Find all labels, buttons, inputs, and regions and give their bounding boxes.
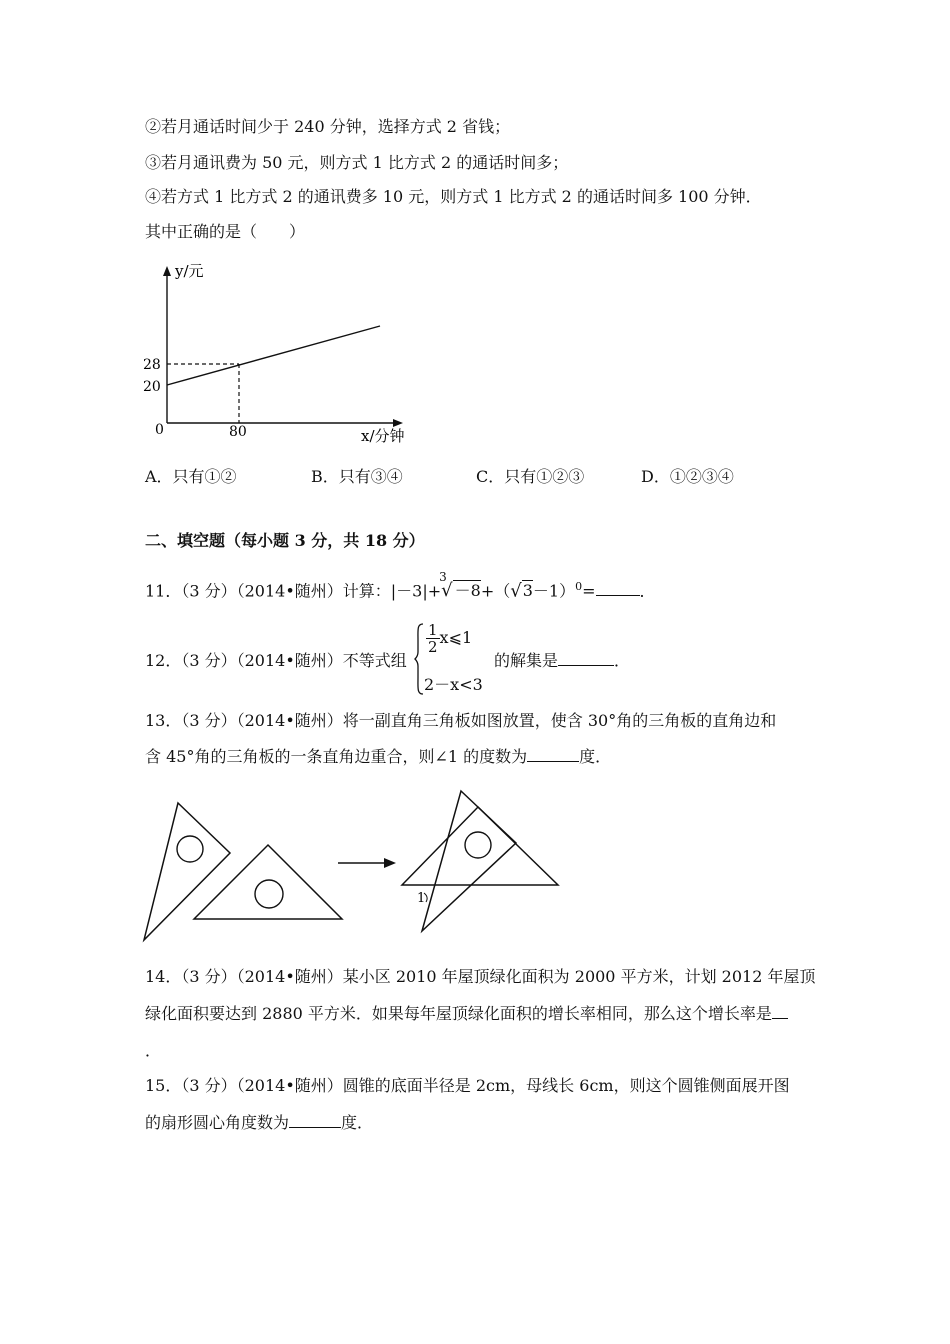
system-brace — [414, 622, 424, 696]
question-14-line-1: 14．（3 分）（2014•随州）某小区 2010 年屋顶绿化面积为 2000 平方米，计划 2012 年屋顶 — [145, 967, 816, 986]
inequality-2: 2－x<3 — [424, 675, 483, 694]
question-13-line-1: 13．（3 分）（2014•随州）将一副直角三角板如图放置，使含 30°角的三角板的直角边和 — [145, 711, 777, 730]
triangle-30-hole — [177, 836, 203, 862]
option-c: C．只有①②③ — [476, 467, 585, 486]
q11-cube-root-sign: √ — [441, 580, 453, 602]
x-tick-80: 80 — [229, 424, 247, 440]
question-14-line-3: ． — [145, 1041, 162, 1060]
option-d: D．①②③④ — [641, 467, 734, 486]
triangle-30-right-hole — [465, 832, 491, 858]
q13-line2-prefix: 含 45°角的三角板的一条直角边重合，则∠1 的度数为 — [145, 747, 528, 766]
q11-prefix: 11．（3 分）（2014•随州）计算：|－3|+ — [145, 581, 442, 601]
q11-equals: = — [582, 581, 596, 601]
statement-4: ④若方式 1 比方式 2 的通讯费多 10 元，则方式 1 比方式 2 的通话时间多 100 分钟． — [145, 187, 762, 206]
statement-3: ③若月通讯费为 50 元，则方式 1 比方式 2 的通话时间多； — [145, 153, 569, 172]
question-12-prefix: 12．（3 分）（2014•随州）不等式组 — [145, 651, 407, 670]
q11-radicand: －8 — [454, 581, 481, 601]
q11-sqrt-radicand: 3 — [522, 581, 533, 601]
triangle-figure — [140, 785, 570, 945]
origin-label: 0 — [155, 422, 164, 438]
triangle-45-right — [402, 807, 558, 885]
question-11 — [145, 570, 656, 602]
q11-sqrt-sign: √ — [510, 580, 522, 602]
q11-exponent: 0 — [575, 580, 583, 593]
q11-minus-one: －1） — [532, 581, 576, 601]
q11-end: ． — [639, 581, 656, 601]
option-b: B．只有③④ — [311, 467, 403, 486]
y-tick-20: 20 — [143, 379, 161, 395]
q12-answer-blank[interactable] — [558, 651, 614, 666]
question-prompt: 其中正确的是（ ） — [145, 222, 306, 241]
section-title: 二、填空题（每小题 3 分，共 18 分） — [145, 531, 425, 550]
q15-line2-prefix: 的扇形圆心角度数为 — [145, 1113, 290, 1132]
statement-2: ②若月通话时间少于 240 分钟，选择方式 2 省钱； — [145, 117, 511, 136]
inequality-1 — [426, 622, 472, 655]
option-a: A．只有①② — [145, 467, 237, 486]
q15-line2-suffix: 度． — [341, 1113, 374, 1132]
question-14-line-2 — [145, 1003, 788, 1025]
x-axis-arrow — [393, 419, 403, 427]
q12-suffix-text: 的解集是 — [494, 651, 559, 670]
cost-line — [167, 326, 380, 385]
angle-1-label: 1 — [417, 891, 426, 906]
cost-time-graph — [135, 258, 425, 450]
q11-answer-blank[interactable] — [596, 581, 640, 596]
inequality-1-rest: x⩽1 — [439, 628, 473, 647]
y-tick-28: 28 — [143, 357, 161, 373]
fraction-half: $\frac{1}{2}$ — [428, 621, 438, 656]
question-15-line-2 — [145, 1112, 373, 1134]
y-axis-label: y/元 — [175, 262, 204, 280]
y-axis-arrow — [163, 266, 171, 276]
triangle-30-right — [422, 791, 516, 931]
arrow-head — [384, 858, 396, 868]
question-15-line-1: 15．（3 分）（2014•随州）圆锥的底面半径是 2cm，母线长 6cm，则这个圆锥侧面展开图 — [145, 1076, 790, 1095]
q11-root-index: 3 — [439, 570, 447, 585]
q13-answer-blank[interactable] — [527, 747, 579, 762]
q14-line2-text: 绿化面积要达到 2880 平方米．如果每年屋顶绿化面积的增长率相同，那么这个增长率是 — [145, 1004, 772, 1023]
q12-end: ． — [614, 651, 631, 670]
q14-answer-blank[interactable] — [772, 1004, 788, 1019]
x-axis-label: x/分钟 — [361, 427, 405, 445]
question-13-line-2 — [145, 746, 611, 768]
triangle-45-hole — [255, 880, 283, 908]
question-12-suffix — [494, 650, 630, 672]
q11-middle: +（ — [480, 581, 511, 601]
q13-line2-suffix: 度． — [579, 747, 612, 766]
q15-answer-blank[interactable] — [289, 1113, 341, 1128]
